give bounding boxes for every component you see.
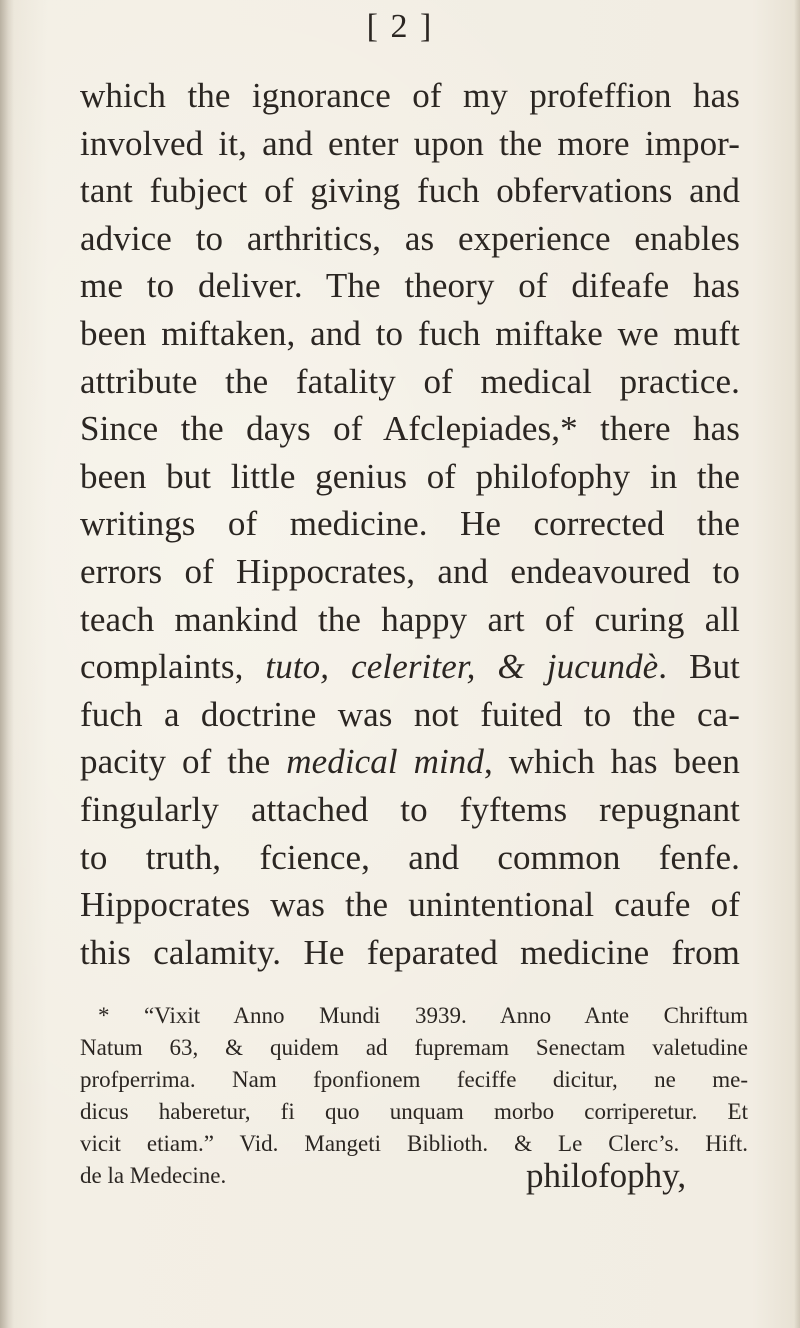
italic-phrase: tuto, celeriter, & jucundè <box>265 647 659 687</box>
text-line: attribute the fatality of medical practice. <box>80 361 740 401</box>
text-line: to truth, fcience, and common fenfe. <box>80 837 740 877</box>
footnote-line: vicit etiam.” Vid. Mangeti Biblioth. & Le Clerc’s. Hift. <box>80 1131 748 1156</box>
text-line: me to deliver. The theory of difeafe has <box>80 266 740 306</box>
text-line-italic-phrase: pacity of the medical mind, which has been <box>80 742 741 782</box>
text-line: writings of medicine. He corrected the <box>80 504 740 544</box>
text-line: fingularly attached to fyftems repugnant <box>80 789 740 829</box>
text-line: which the ignorance of my profeffion has <box>80 76 740 115</box>
page-number-header: [ 2 ] <box>366 8 434 45</box>
text-line: Hippocrates was the unintentional caufe of <box>80 885 740 925</box>
page-gutter-shadow <box>0 0 14 1328</box>
page-edge <box>794 0 800 1328</box>
footnote-line: dicus haberetur, fi quo unquam morbo corriperetur. Et <box>80 1099 748 1124</box>
text-line: Since the days of Afclepiades,* there has <box>80 409 740 449</box>
text-line: fuch a doctrine was not fuited to the ca- <box>80 694 740 734</box>
footnote-line: profperrima. Nam fponfionem feciffe dicitur, ne me- <box>80 1067 748 1092</box>
text-line: errors of Hippocrates, and endeavoured to <box>80 551 740 591</box>
body-text <box>80 72 740 976</box>
text-line-italic-phrase: complaints, tuto, celeriter, & jucundè. But <box>80 647 740 687</box>
footnote-line: de la Medecine. <box>80 1163 227 1188</box>
text-line: involved it, and enter upon the more impor- <box>80 123 740 163</box>
text-line: been but little genius of philofophy in the <box>80 456 740 496</box>
text-line: teach mankind the happy art of curing all <box>80 599 740 639</box>
text-line: tant fubject of giving fuch obfervations and <box>80 171 740 211</box>
text-line: this calamity. He feparated medicine from <box>80 932 740 972</box>
footnote-line: Natum 63, & quidem ad fupremam Senectam valetudine <box>80 1035 748 1060</box>
text-line: advice to arthritics, as experience enables <box>80 218 740 258</box>
footnote-line: * “Vixit Anno Mundi 3939. Anno Ante Chriftum <box>98 1003 748 1028</box>
italic-phrase: medical mind <box>286 742 485 782</box>
catchword: philofophy, <box>526 1156 687 1195</box>
text-line: been miftaken, and to fuch miftake we muft <box>80 313 740 353</box>
